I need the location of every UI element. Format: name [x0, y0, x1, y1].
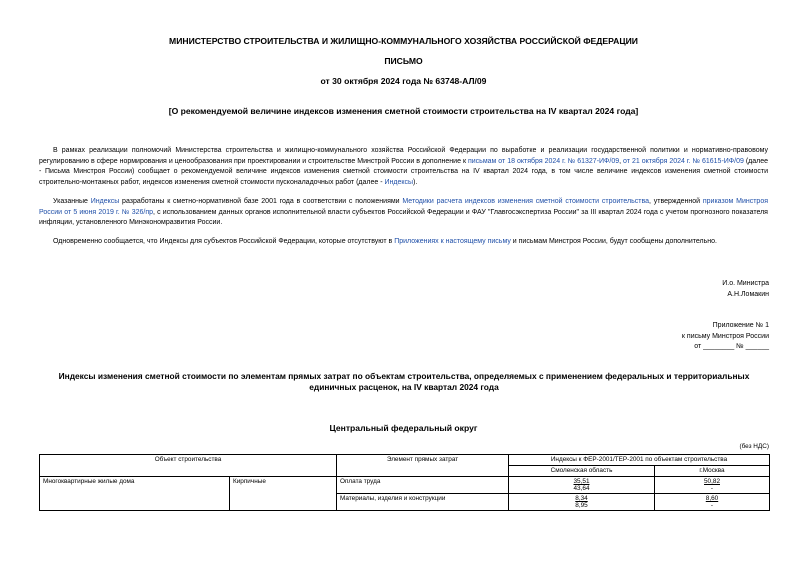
value-materials-moscow-b: -	[710, 502, 714, 509]
value-labor-moscow-b: -	[710, 485, 714, 492]
value-labor-smolensk-b: 43,64	[573, 485, 590, 492]
value-materials-smolensk-b: 8,95	[575, 502, 588, 509]
header-element: Элемент прямых затрат	[337, 455, 509, 477]
cell-materials-smolensk	[509, 494, 655, 511]
appendix-number: Приложение № 1	[712, 322, 769, 329]
table-header-row	[40, 455, 770, 466]
signature-block	[722, 279, 769, 300]
cell-material: Кирпичные	[230, 477, 337, 511]
header-object: Объект строительства	[40, 455, 337, 477]
signature-name: А.Н.Ломакин	[727, 290, 769, 298]
doc-subject: [О рекомендуемой величине индексов изменения сметной стоимости строительства на IV квартал 2024 года]	[168, 106, 639, 116]
para1-text-4: ).	[413, 178, 418, 186]
header-region-moscow: г.Москва	[655, 466, 770, 477]
index-table	[39, 454, 770, 511]
ministry-title: МИНИСТЕРСТВО СТРОИТЕЛЬСТВА И ЖИЛИЩНО-КОММУНАЛЬНОГО ХОЗЯЙСТВА РОССИЙСКОЙ ФЕДЕРАЦИИ	[169, 36, 638, 46]
doc-type: ПИСЬМО	[384, 56, 423, 66]
paragraph-2	[39, 197, 768, 229]
para2-text-1: Указанные	[53, 198, 91, 205]
value-labor-moscow-a: 50,82	[704, 478, 720, 485]
appendix-block	[682, 321, 769, 353]
cell-element-labor: Оплата труда	[337, 477, 509, 494]
paragraph-1	[39, 146, 768, 188]
link-letter-21-oct[interactable]: от 21 октября 2024 г. № 61615-ИФ/09	[623, 157, 744, 165]
link-order-326[interactable]: приказом Минстроя России от 5 июня 2019 г. № 326/пр	[39, 198, 769, 216]
para2-text-3: , утвержденной	[649, 198, 703, 205]
cell-labor-smolensk	[509, 477, 655, 494]
appendix-ref: к письму Минстроя России	[681, 332, 769, 340]
value-materials-moscow-a: 8,60	[705, 495, 719, 502]
cell-element-materials: Материалы, изделия и конструкции	[337, 494, 509, 511]
index-table-wrap	[39, 454, 769, 511]
doc-date: от 30 октября 2024 года № 63748-АЛ/09	[320, 76, 487, 86]
header-indexes: Индексы к ФЕР-2001/ТЕР-2001 по объектам строительства	[509, 455, 770, 466]
para1-text-2: ,	[619, 157, 624, 165]
paragraph-3	[39, 237, 768, 248]
signature-position: И.о. Министра	[722, 280, 769, 287]
cell-object: Многоквартирные жилые дома	[40, 477, 230, 511]
value-labor-smolensk-a: 35,51	[573, 478, 590, 485]
appendix-date: от ________ № ______	[694, 343, 769, 351]
vat-note: (без НДС)	[739, 443, 769, 450]
link-methodology[interactable]: Методики расчета индексов изменения сметной стоимости строительства	[402, 198, 650, 205]
cell-labor-moscow	[655, 477, 770, 494]
link-letter-18-oct[interactable]: письмам от 18 октября 2024 г. № 61327-ИФ/09	[467, 157, 620, 165]
para2-text-4: , с использованием данных органов исполнительной власти субъектов Российской Федерации и ФАУ "Главгосэкспертиза России" за III квартал 2024 года с учетом прогнозного показателя инфляции, установленного Минэкономразвития России.	[39, 208, 768, 227]
link-appendices[interactable]: Приложениях к настоящему письму	[394, 238, 511, 245]
cell-materials-moscow	[655, 494, 770, 511]
value-materials-smolensk-a: 8,34	[575, 495, 588, 502]
district-title: Центральный федеральный округ	[329, 423, 478, 433]
para1-text-3: (далее - Письма Минстроя России) сообщает о рекомендуемой величине индексов изменения сметной стоимости строительства на IV квартал 2024 года, в том числе величине индексов изменения сметной стоимости строительно-монтажных работ, индексов изменения сметной стоимости пусконаладочных работ (далее -	[39, 157, 769, 186]
para1-text-1: В рамках реализации полномочий Министерства строительства и жилищно-коммунального хозяйства Российской Федерации по выработке и реализации государственной политики и нормативно-правовому регулированию в сфере нормирования и ценообразования при проектировании и строительстве Минстрой России в дополнение к	[39, 147, 768, 165]
para3-text-1: Одновременно сообщается, что Индексы для субъектов Российской Федерации, которые отсутствуют в	[53, 238, 395, 245]
para2-text-2: разработаны к сметно-нормативной базе 2001 года в соответствии с положениями	[119, 198, 403, 205]
link-indexes[interactable]: Индексы	[384, 178, 414, 186]
table-row	[40, 477, 770, 494]
header-region-smolensk: Смоленская область	[509, 466, 655, 477]
table-title: Индексы изменения сметной стоимости по элементам прямых затрат по объектам строительства, определяемых с применением федеральных и территориальных единичных расценок, на IV квартал 2024 года	[58, 371, 750, 392]
para3-text-2: и письмам Минстроя России, будут сообщены дополнительно.	[510, 238, 717, 245]
link-indexes-2[interactable]: Индексы	[90, 198, 120, 205]
